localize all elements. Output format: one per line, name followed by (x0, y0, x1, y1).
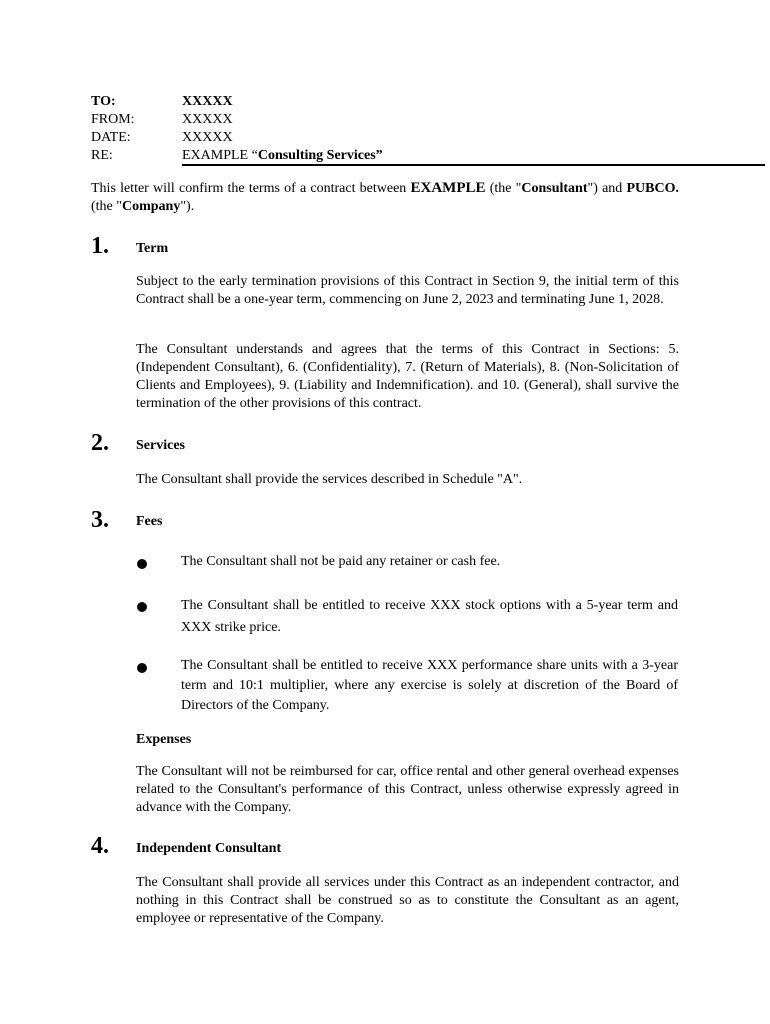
bullet-icon (137, 602, 147, 612)
intro-text: (the " (485, 181, 522, 196)
section-3-number: 3. (91, 507, 109, 533)
re-value (182, 147, 383, 165)
subject-rule (182, 164, 765, 166)
to-value: XXXXX (182, 94, 233, 109)
intro-text: This letter will confirm the terms of a contract between (91, 181, 411, 196)
section-1-paragraph-1: Subject to the early termination provisions of this Contract in Section 9, the initial term of this Contract shall be a one-year term, commencing on June 2, 2023 and terminating June 1, 2028. (136, 274, 679, 307)
intro-paragraph (91, 179, 679, 216)
intro-text: "). (180, 199, 195, 214)
section-1-title: Term (136, 241, 169, 256)
to-label: TO: (91, 94, 116, 109)
consultant-term: Consultant (521, 181, 588, 196)
section-4-number: 4. (91, 833, 109, 859)
from-value: XXXXX (182, 112, 233, 127)
date-value: XXXXX (182, 130, 233, 145)
bullet-icon (137, 559, 147, 569)
intro-text: (the " (91, 199, 122, 214)
fees-bullet-3: The Consultant shall be entitled to receive XXX performance share units with a 3-year term and 10:1 multiplier, where any exercise is solely at discretion of the Board of Directors of the Company. (181, 658, 678, 713)
re-label: RE: (91, 148, 113, 163)
section-1-number: 1. (91, 233, 109, 259)
expenses-heading: Expenses (136, 732, 192, 747)
section-2-paragraph: The Consultant shall provide the services described in Schedule "A". (136, 472, 523, 487)
fees-bullet-1: The Consultant shall not be paid any retainer or cash fee. (181, 554, 501, 569)
bullet-icon (137, 663, 147, 673)
expenses-paragraph: The Consultant will not be reimbursed for car, office rental and other general overhead expenses related to the Consultant's performance of this Contract, unless otherwise expressly agreed in advance with the Company. (136, 764, 679, 815)
from-label: FROM: (91, 112, 135, 127)
re-prefix: EXAMPLE “ (182, 148, 258, 163)
company-term: Company (121, 199, 181, 214)
section-3-title: Fees (136, 514, 163, 529)
section-1-paragraph-2: The Consultant understands and agrees that the terms of this Contract in Sections: 5. (Independent Consultant), 6. (Confidentiality), 7. (Return of Materials), 8. (Non-Solicitation of Clients and Employees), 9. (Liability and Indemnification). and 10. (General), shall survive the termination of the other provisions of this contract. (136, 342, 679, 411)
section-4-paragraph: The Consultant shall provide all services under this Contract as an independent contractor, and nothing in this Contract shall be construed so as to constitute the Consultant as an agent, employee or representative of the Company. (136, 875, 679, 926)
section-4-title: Independent Consultant (136, 841, 282, 856)
re-subject: Consulting Services” (257, 148, 383, 163)
date-label: DATE: (91, 130, 131, 145)
intro-text: ") and (587, 181, 627, 196)
section-2-number: 2. (91, 430, 109, 456)
fees-bullet-2: The Consultant shall be entitled to receive XXX stock options with a 5-year term and XXX strike price. (181, 598, 678, 635)
section-2-title: Services (136, 438, 185, 453)
consultant-name: EXAMPLE (410, 180, 486, 196)
company-name: PUBCO. (626, 181, 679, 196)
